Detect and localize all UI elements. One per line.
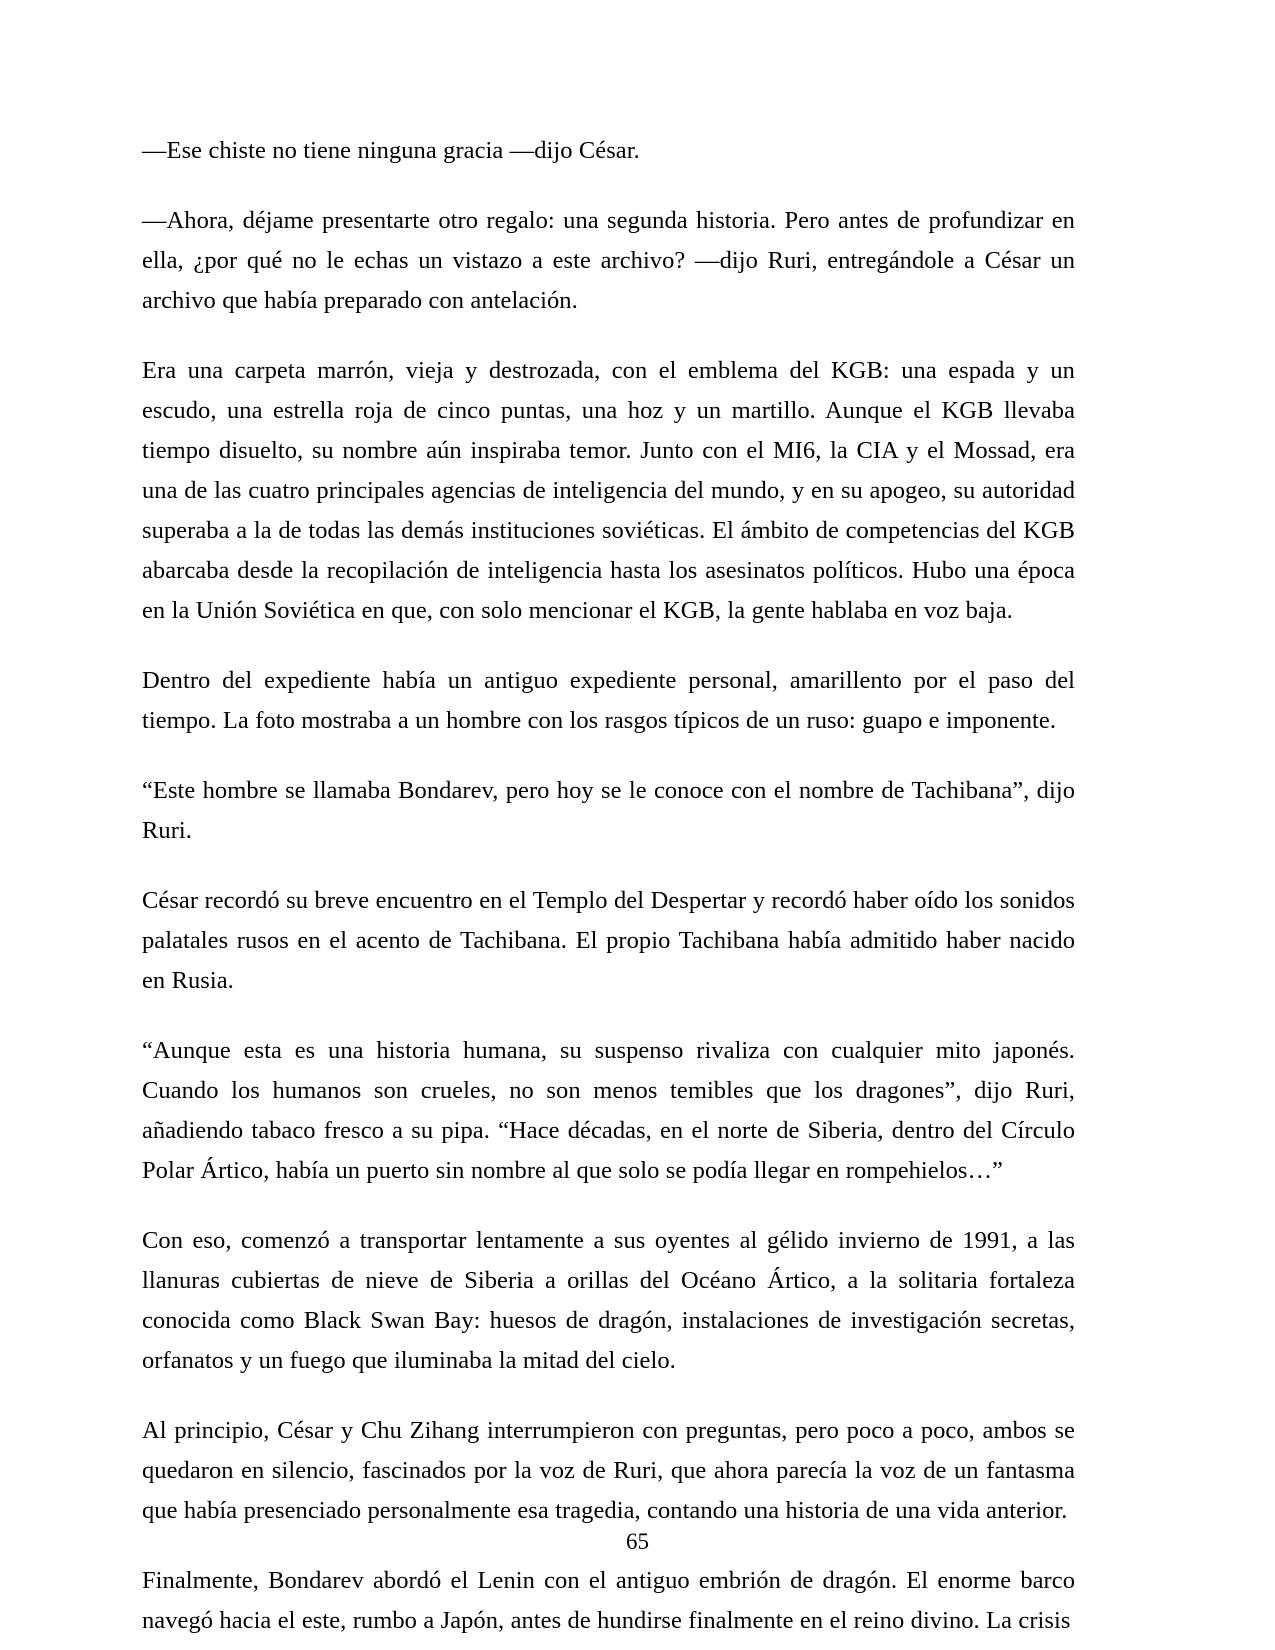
body-paragraph-4: Dentro del expediente había un antiguo expediente personal, amarillento por el paso del tiempo. La foto mostraba a un hombre con los rasgos típicos de un ruso: guapo e imponente. <box>142 667 1075 734</box>
body-paragraph-10: Finalmente, Bondarev abordó el Lenin con el antiguo embrión de dragón. El enorme barco navegó hacia el este, rumbo a Japón, antes de hundirse finalmente en el reino divino. La crisis <box>142 1567 1075 1634</box>
body-paragraph-6: César recordó su breve encuentro en el Templo del Despertar y recordó haber oído los sonidos palatales rusos en el acento de Tachibana. El propio Tachibana había admitido haber nacido en Rusia. <box>142 887 1075 994</box>
body-paragraph-7: “Aunque esta es una historia humana, su suspenso rivaliza con cualquier mito japonés. Cuando los humanos son crueles, no son menos temibles que los dragones”, dijo Ruri, añadiendo tabaco fresco a su pipa. “Hace décadas, en el norte de Siberia, dentro del Círculo Polar Ártico, había un puerto sin nombre al que solo se podía llegar en rompehielos…” <box>142 1037 1075 1184</box>
body-paragraph-1: —Ese chiste no tiene ninguna gracia —dijo César. <box>142 137 640 164</box>
body-paragraph-5: “Este hombre se llamaba Bondarev, pero hoy se le conoce con el nombre de Tachibana”, dijo Ruri. <box>142 777 1075 844</box>
body-paragraph-9: Al principio, César y Chu Zihang interrumpieron con preguntas, pero poco a poco, ambos se quedaron en silencio, fascinados por la voz de Ruri, que ahora parecía la voz de un fantasma que había presenciado personalmente esa tragedia, contando una historia de una vida anterior. <box>142 1417 1075 1524</box>
body-paragraph-8: Con eso, comenzó a transportar lentamente a sus oyentes al gélido invierno de 1991, a las llanuras cubiertas de nieve de Siberia a orillas del Océano Ártico, a la solitaria fortaleza conocida como Black Swan Bay: huesos de dragón, instalaciones de investigación secretas, orfanatos y un fuego que iluminaba la mitad del cielo. <box>142 1227 1075 1374</box>
page-number: 65 <box>626 1529 649 1554</box>
page-body <box>142 131 1075 1641</box>
body-paragraph-3: Era una carpeta marrón, vieja y destrozada, con el emblema del KGB: una espada y un escudo, una estrella roja de cinco puntas, una hoz y un martillo. Aunque el KGB llevaba tiempo disuelto, su nombre aún inspiraba temor. Junto con el MI6, la CIA y el Mossad, era una de las cuatro principales agencias de inteligencia del mundo, y en su apogeo, su autoridad superaba a la de todas las demás instituciones soviéticas. El ámbito de competencias del KGB abarcaba desde la recopilación de inteligencia hasta los asesinatos políticos. Hubo una época en la Unión Soviética en que, con solo mencionar el KGB, la gente hablaba en voz baja. <box>142 357 1075 624</box>
body-paragraph-2: —Ahora, déjame presentarte otro regalo: una segunda historia. Pero antes de profundizar en ella, ¿por qué no le echas un vistazo a este archivo? —dijo Ruri, entregándole a César un archivo que había preparado con antelación. <box>142 207 1075 314</box>
